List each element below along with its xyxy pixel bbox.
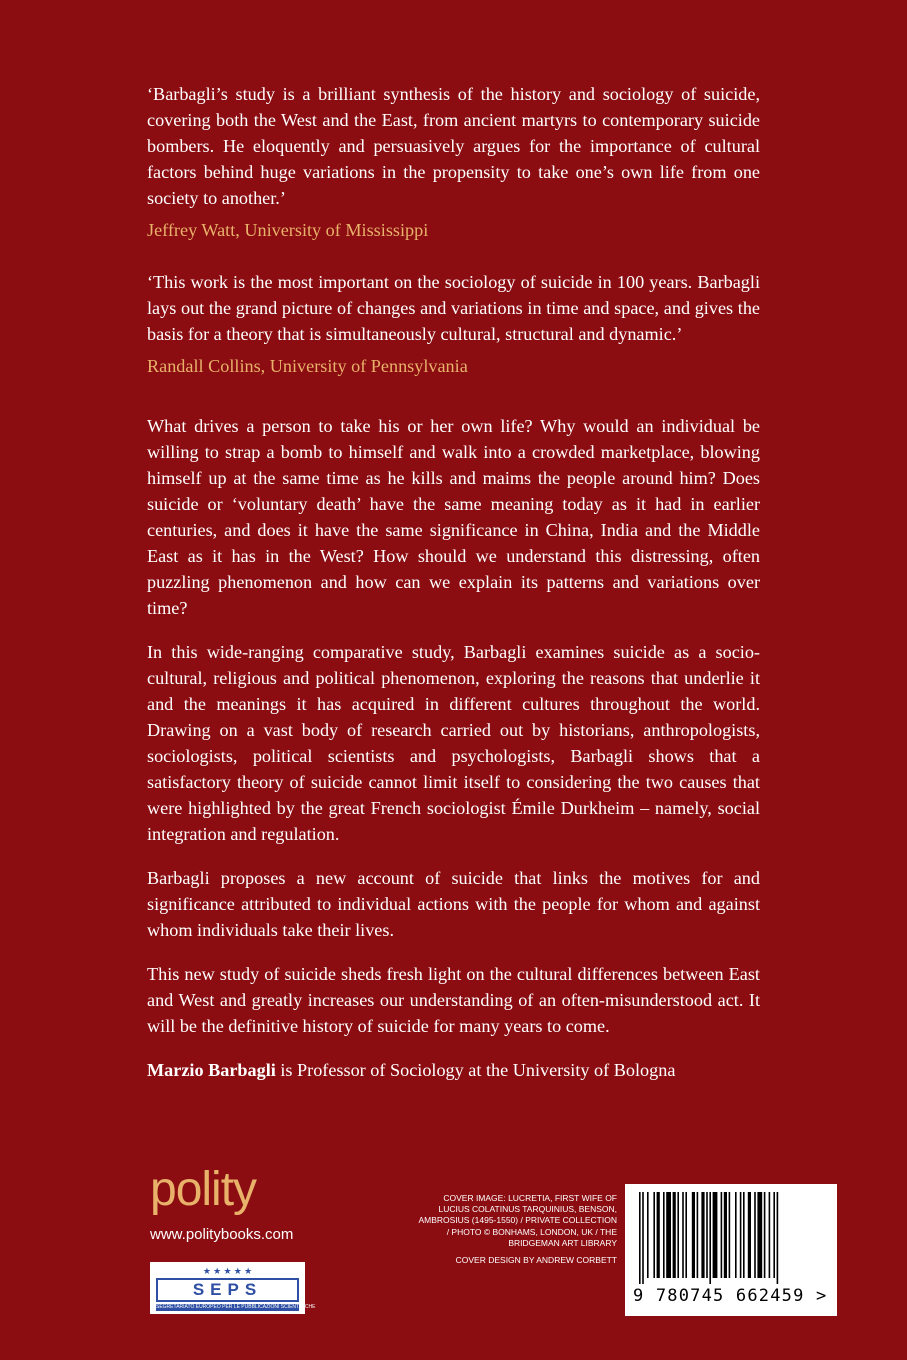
barcode-bar (735, 1192, 737, 1278)
endorsement-quote: ‘This work is the most important on the sociology of suicide in 100 years. Barbagli lays out the grand picture of changes and variations in time and space, and gives the basis for a theory that is simultaneously cultural, structural and dynamic.’ (147, 272, 760, 344)
barcode-bar (764, 1192, 766, 1278)
seps-subtitle: SEGRETARIATO EUROPEO PER LE PUBBLICAZIONI SCIENTIFICHE (156, 1304, 316, 1310)
barcode-bar (709, 1192, 711, 1284)
barcode-bar (657, 1192, 660, 1278)
cover-image-credit: COVER IMAGE: LUCRETIA, FIRST WIFE OF LUCIUS COLATINUS TARQUINIUS, BENSON, AMBROSIUS (1495-1550) / PRIVATE COLLECTION / PHOTO © BONHAMS, LONDON, UK / THE BRIDGEMAN ART LIBRARY (418, 1193, 617, 1248)
barcode-bar (647, 1192, 649, 1278)
endorsement-quote: ‘Barbagli’s study is a brilliant synthesis of the history and sociology of suicide, covering both the West and the East, from ancient martyrs to contemporary suicide bombers. He eloquently and persuasively argues for the importance of cultural factors behind huge variations in the propensity to take one’s own life from one society to another.’ (147, 84, 760, 208)
description-paragraph: What drives a person to take his or her own life? Why would an individual be willing to strap a bomb to himself and walk into a crowded marketplace, blowing himself up at the same time as he kills and maims the people around him? Does suicide or ‘voluntary death’ have the same meaning today as it had in earlier centuries, and does it have the same significance in China, India and the Middle East as it has in the West? How should we understand this distressing, often puzzling phenomenon and how can we explain its patterns and variations over time? (147, 416, 760, 618)
publisher-url: www.politybooks.com (150, 1226, 294, 1243)
seps-logo (150, 1262, 316, 1314)
barcode-bar (757, 1192, 762, 1278)
barcode-bar (673, 1192, 676, 1278)
endorsement-1 (147, 81, 760, 243)
barcode-bar (724, 1192, 727, 1278)
barcode-bar (642, 1192, 644, 1284)
cover-design-credit: COVER DESIGN BY ANDREW CORBETT (455, 1255, 617, 1266)
barcode-bar (663, 1192, 665, 1278)
isbn-digits: 9 780745 662459 > (633, 1286, 828, 1306)
seps-acronym: SEPS (156, 1278, 299, 1302)
barcode-bar (677, 1192, 679, 1278)
cover-credits (417, 1193, 617, 1272)
barcode-bar (743, 1192, 745, 1278)
stars-icon: ★ ★ ★ ★ ★ (202, 1266, 253, 1276)
barcode-bar (740, 1192, 742, 1278)
description-paragraph: This new study of suicide sheds fresh light on the cultural differences between East and West and greatly increases our understanding of an often-misunderstood act. It will be the definitive history of suicide for many years to come. (147, 964, 760, 1036)
author-bio (147, 1057, 760, 1083)
barcode-bar (754, 1192, 756, 1278)
endorsement-author: Randall Collins, University of Pennsylvania (147, 356, 468, 376)
barcode-bar (777, 1192, 779, 1284)
barcode-bar (729, 1192, 731, 1278)
barcode-bar (692, 1192, 695, 1278)
barcode-bar (653, 1192, 655, 1278)
barcode-bar (701, 1192, 704, 1278)
endorsement-2 (147, 269, 760, 379)
isbn-barcode (625, 1184, 837, 1316)
barcode-bar (706, 1192, 708, 1278)
barcode-bar (713, 1192, 718, 1278)
author-bio-text: is Professor of Sociology at the University of Bologna (275, 1060, 676, 1080)
barcode-bars-icon (635, 1192, 827, 1284)
barcode-bar (685, 1192, 687, 1278)
barcode-bar (666, 1192, 671, 1278)
description-paragraph: In this wide-ranging comparative study, Barbagli examines suicide as a socio-cultural, religious and political phenomenon, exploring the reasons that underlie it and the meanings it has acquired in different cultures throughout the world. Drawing on a vast body of research carried out by historians, anthropologists, sociologists, political scientists and psychologists, Barbagli shows that a satisfactory theory of suicide cannot limit itself to considering the two causes that were highlighted by the great French sociologist Émile Durkheim – namely, social integration and regulation. (147, 642, 760, 844)
barcode-bar (682, 1192, 684, 1278)
barcode-bar (769, 1192, 771, 1278)
author-name: Marzio Barbagli (147, 1060, 276, 1080)
description-paragraph: Barbagli proposes a new account of suicide that links the motives for and significance attributed to individual actions with the people for whom and against whom individuals take their lives. (147, 868, 760, 940)
barcode-bar (721, 1192, 723, 1278)
polity-logo: polity (150, 1163, 257, 1216)
endorsement-author: Jeffrey Watt, University of Mississippi (147, 220, 429, 240)
barcode-bar (697, 1192, 699, 1278)
back-cover-text (147, 81, 760, 1083)
barcode-bar (748, 1192, 751, 1278)
barcode-bar (639, 1192, 641, 1284)
barcode-bar (773, 1192, 775, 1278)
